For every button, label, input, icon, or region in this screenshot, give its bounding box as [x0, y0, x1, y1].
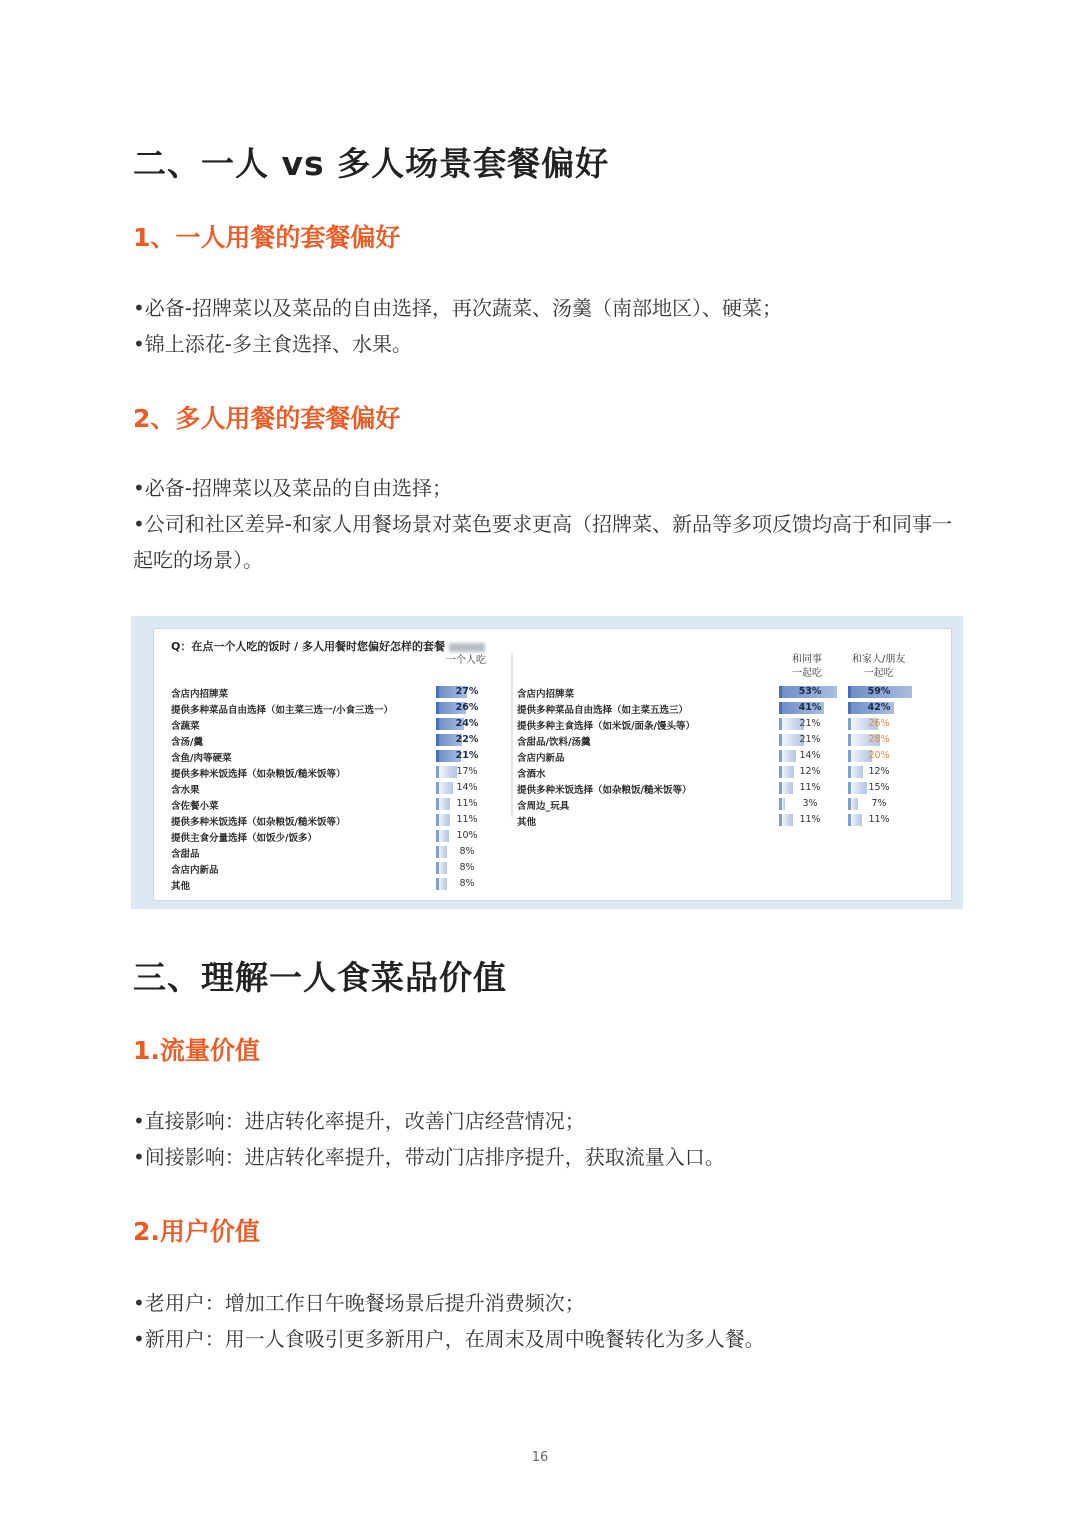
category-label: 含汤/羹	[171, 737, 203, 748]
category-label: 含甜品/饮料/汤羹	[517, 737, 591, 748]
data-label: 8%	[459, 846, 475, 857]
category-label: 含周边_玩具	[517, 801, 570, 812]
bar-cell	[436, 702, 498, 714]
bar-cell	[436, 814, 498, 826]
bar-cell	[779, 750, 841, 762]
paragraph	[133, 1285, 953, 1357]
bar-cell	[779, 814, 841, 826]
subsection-title: 2、多人用餐的套餐偏好	[133, 404, 401, 433]
bar-cell	[848, 750, 910, 762]
bar-cell	[436, 798, 498, 810]
bar-cell	[436, 766, 498, 778]
category-label: 提供多种主食选择（如米饭/面条/馒头等）	[517, 721, 695, 732]
category-label: 含鱼/肉等硬菜	[171, 753, 232, 764]
bullet-line: •直接影响：进店转化率提升，改善门店经营情况；	[133, 1109, 585, 1133]
data-label: 12%	[868, 766, 890, 777]
page-number: 16	[531, 1450, 549, 1465]
category-label: 其他	[517, 817, 537, 828]
chart-title: Q：在点一个人吃的饭时 / 多人用餐时您偏好怎样的套餐	[171, 638, 485, 654]
bar-cell	[779, 766, 841, 778]
data-label: 3%	[802, 798, 818, 809]
data-label: 53%	[798, 686, 822, 697]
bar-cell	[779, 718, 841, 730]
divider	[511, 653, 513, 817]
data-label: 11%	[456, 814, 478, 825]
data-label: 15%	[868, 782, 890, 793]
subsection-title: 1.流量价值	[133, 1036, 260, 1065]
bar-cell	[779, 686, 841, 698]
bullet-line: •必备-招牌菜以及菜品的自由选择；	[133, 476, 453, 500]
data-label: 59%	[867, 686, 891, 697]
category-label: 提供多种米饭选择（如杂粮饭/糙米饭等）	[171, 817, 346, 828]
survey-chart	[153, 628, 952, 901]
bar-cell	[779, 782, 841, 794]
bar-cell	[848, 766, 910, 778]
bar-cell	[436, 734, 498, 746]
data-label: 14%	[456, 782, 478, 793]
section-title: 二、一人 vs 多人场景套餐偏好	[133, 144, 610, 183]
subsection-title: 2.用户价值	[133, 1217, 260, 1246]
bar-cell	[848, 702, 910, 714]
bar-cell	[779, 702, 841, 714]
bar-cell	[779, 734, 841, 746]
bar-cell	[848, 814, 910, 826]
category-label: 含店内新品	[517, 753, 565, 764]
data-label: 10%	[456, 830, 478, 841]
bar-cell	[436, 782, 498, 794]
bar-cell	[848, 782, 910, 794]
data-label: 11%	[868, 814, 890, 825]
category-label: 提供主食分量选择（如饭少/饭多）	[171, 833, 317, 844]
category-label: 其他	[171, 881, 191, 892]
data-label: 14%	[799, 750, 821, 761]
bullet-line: •新用户：用一人食吸引更多新用户，在周末及周中晚餐转化为多人餐。	[133, 1327, 765, 1351]
category-label: 含店内招牌菜	[171, 689, 229, 700]
column-header: 一个人吃	[446, 655, 486, 666]
data-label: 21%	[799, 734, 821, 745]
category-label: 含水果	[171, 785, 200, 796]
bar-cell	[436, 862, 498, 874]
data-label: 27%	[455, 686, 479, 697]
paragraph	[133, 470, 953, 578]
data-label: 11%	[456, 798, 478, 809]
data-label: 17%	[456, 766, 478, 777]
bar-cell	[848, 686, 910, 698]
data-label: 41%	[798, 702, 822, 713]
data-label: 26%	[455, 702, 479, 713]
bar-cell	[848, 718, 910, 730]
data-label: 21%	[799, 718, 821, 729]
data-label: 12%	[799, 766, 821, 777]
data-label: 26%	[868, 718, 890, 729]
category-label: 含店内新品	[171, 865, 219, 876]
data-label: 21%	[455, 750, 479, 761]
data-label: 8%	[459, 862, 475, 873]
category-label: 提供多种菜品自由选择（如主菜五选三）	[517, 705, 689, 716]
category-label: 提供多种菜品自由选择（如主菜三选一/小食三选一）	[171, 705, 393, 716]
paragraph	[133, 1103, 953, 1175]
bullet-line: •间接影响：进店转化率提升，带动门店排序提升，获取流量入口。	[133, 1145, 725, 1169]
bar-cell	[848, 798, 910, 810]
blurred-text	[449, 643, 485, 652]
paragraph	[133, 290, 953, 362]
survey-figure	[131, 616, 963, 909]
data-label: 8%	[459, 878, 475, 889]
category-label: 提供多种米饭选择（如杂粮饭/糙米饭等）	[517, 785, 692, 796]
bar-cell	[436, 846, 498, 858]
data-label: 11%	[799, 814, 821, 825]
bar-cell	[436, 750, 498, 762]
bar-cell	[436, 878, 498, 890]
category-label: 含店内招牌菜	[517, 689, 575, 700]
bar-cell	[779, 798, 841, 810]
bar-cell	[436, 830, 498, 842]
bullet-line: •公司和社区差异-和家人用餐场景对菜色要求更高（招牌菜、新品等多项反馈均高于和同事一起吃的场景）。	[133, 512, 953, 572]
bullet-line: •老用户：增加工作日午晚餐场景后提升消费频次；	[133, 1291, 585, 1315]
bar-cell	[436, 686, 498, 698]
category-label: 含蔬菜	[171, 721, 200, 732]
category-label: 含甜品	[171, 849, 200, 860]
data-label: 24%	[455, 718, 479, 729]
data-label: 28%	[868, 734, 890, 745]
column-header: 和同事 一起吃	[792, 654, 822, 679]
data-label: 20%	[868, 750, 890, 761]
bullet-line: •锦上添花-多主食选择、水果。	[133, 332, 413, 356]
category-label: 提供多种米饭选择（如杂粮饭/糙米饭等）	[171, 769, 346, 780]
subsection-title: 1、一人用餐的套餐偏好	[133, 223, 401, 252]
data-label: 42%	[867, 702, 891, 713]
category-label: 含酒水	[517, 769, 546, 780]
bar-cell	[848, 734, 910, 746]
data-label: 7%	[871, 798, 887, 809]
category-label: 含佐餐小菜	[171, 801, 219, 812]
data-label: 22%	[455, 734, 479, 745]
data-label: 11%	[799, 782, 821, 793]
column-header: 和家人/朋友 一起吃	[852, 654, 906, 679]
section-title: 三、理解一人食菜品价值	[133, 958, 507, 997]
bullet-line: •必备-招牌菜以及菜品的自由选择，再次蔬菜、汤羹（南部地区）、硬菜；	[133, 296, 783, 320]
bar-cell	[436, 718, 498, 730]
